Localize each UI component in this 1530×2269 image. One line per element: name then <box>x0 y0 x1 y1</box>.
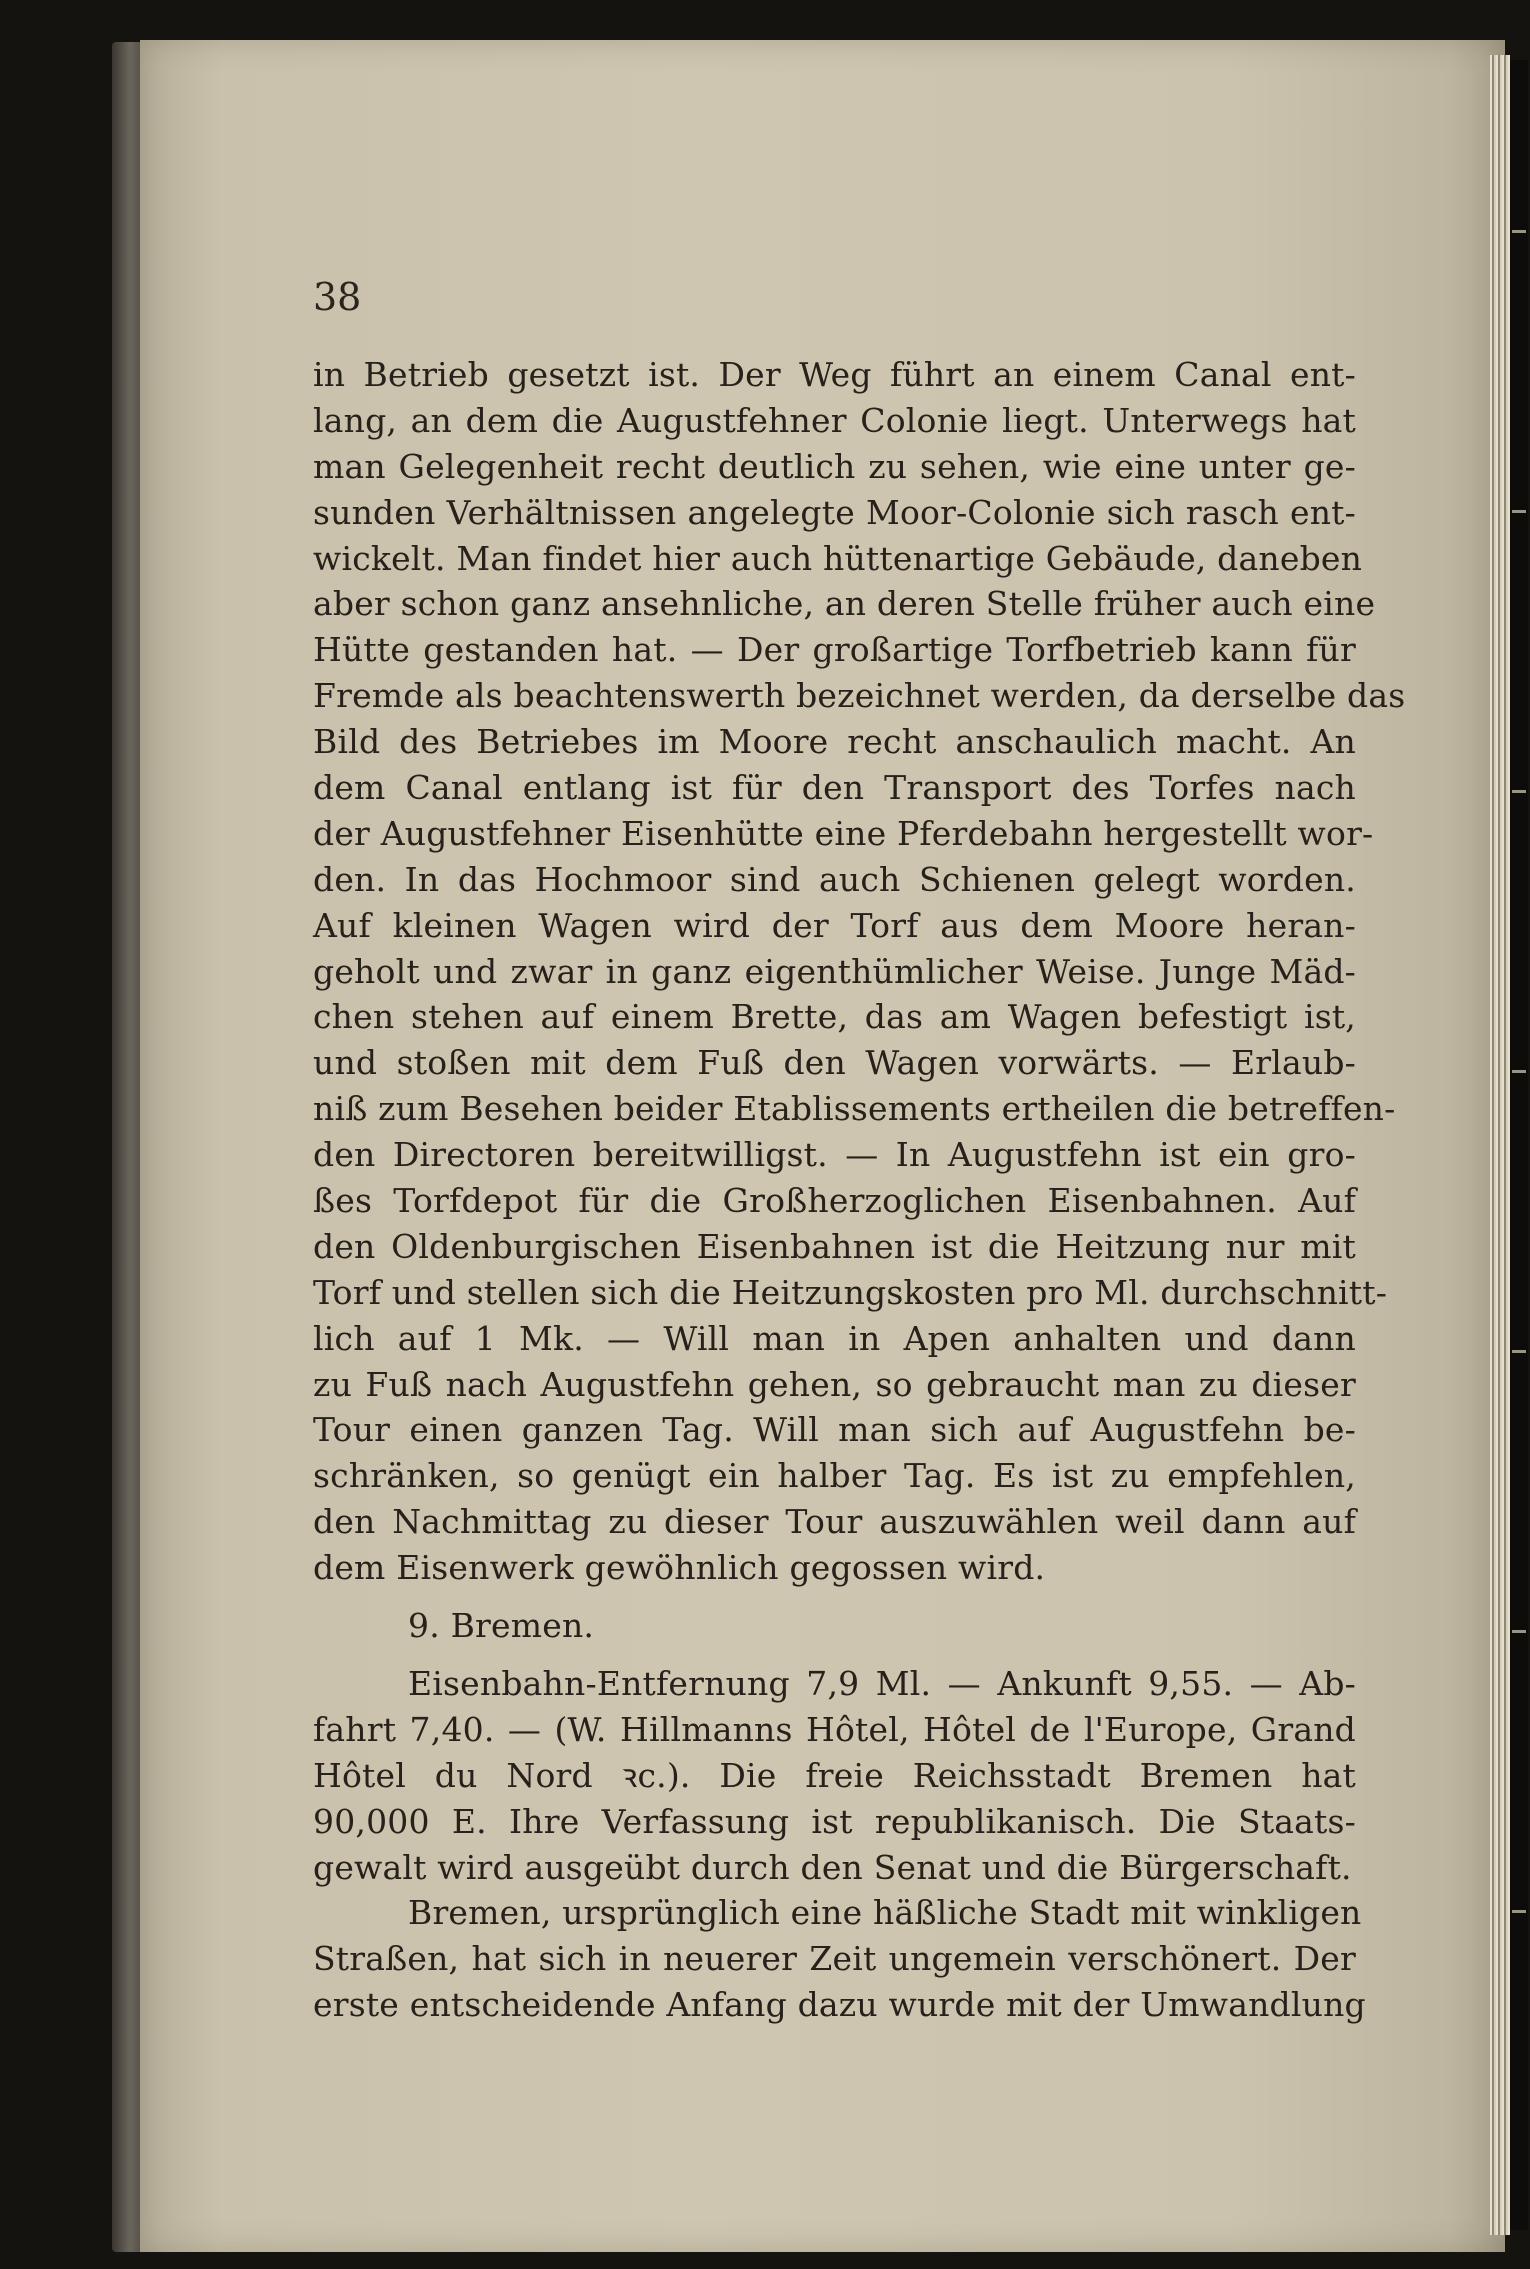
scale-tick <box>1512 790 1526 793</box>
text-line: den Oldenburgischen Eisenbahnen ist die Heitzung nur mit <box>313 1226 1356 1266</box>
scale-tick <box>1512 1910 1526 1913</box>
page-number: 38 <box>313 275 362 319</box>
page-body-text <box>313 352 1406 2028</box>
text-line: wickelt. Man findet hier auch hüttenartige Gebäude, daneben <box>313 538 1363 578</box>
paragraph-bremen-city <box>313 1890 1366 2028</box>
text-line: geholt und zwar in ganz eigenthümlicher Weise. Junge Mäd- <box>313 951 1356 991</box>
text-line: Eisenbahn-Entfernung 7,9 Ml. — Ankunft 9,55. — Ab- <box>408 1663 1356 1703</box>
text-line: Hütte gestanden hat. — Der großartige Torfbetrieb kann für <box>313 630 1356 670</box>
text-line: gewalt wird ausgeübt durch den Senat und die Bürgerschaft. <box>313 1847 1352 1887</box>
text-line: und stoßen mit dem Fuß den Wagen vorwärts. — Erlaub- <box>313 1043 1356 1083</box>
text-line: den Directoren bereitwilligst. — In Augustfehn ist ein gro- <box>313 1135 1356 1175</box>
text-line: ßes Torfdepot für die Großherzoglichen Eisenbahnen. Auf <box>313 1181 1356 1221</box>
text-line: sunden Verhältnissen angelegte Moor-Colonie sich rasch ent- <box>313 492 1356 532</box>
text-line: Straßen, hat sich in neuerer Zeit ungemein verschönert. Der <box>313 1939 1356 1979</box>
text-line: zu Fuß nach Augustfehn gehen, so gebraucht man zu dieser <box>313 1364 1356 1404</box>
scale-tick <box>1512 1070 1526 1073</box>
text-line: man Gelegenheit recht deutlich zu sehen, wie eine unter ge- <box>313 446 1356 486</box>
paragraph-bremen-travel <box>313 1661 1356 1890</box>
text-line: lang, an dem die Augustfehner Colonie liegt. Unterwegs hat <box>313 400 1356 440</box>
text-line: fahrt 7,40. — (W. Hillmanns Hôtel, Hôtel de l'Europe, Grand <box>313 1709 1356 1749</box>
text-line: Auf kleinen Wagen wird der Torf aus dem Moore heran- <box>313 905 1356 945</box>
text-line: Hôtel du Nord ꝛc.). Die freie Reichsstadt Bremen hat <box>313 1755 1356 1795</box>
paragraph-augustfehn <box>313 352 1406 1591</box>
text-line: in Betrieb gesetzt ist. Der Weg führt an einem Canal ent- <box>313 355 1356 394</box>
page-stack-edge <box>1490 55 1510 2235</box>
scale-tick <box>1512 1630 1526 1633</box>
text-line: Fremde als beachtenswerth bezeichnet werden, da derselbe das <box>313 676 1406 716</box>
text-line: chen stehen auf einem Brette, das am Wagen befestigt ist, <box>313 997 1356 1037</box>
text-line: erste entscheidende Anfang dazu wurde mit der Umwandlung <box>313 1985 1366 2025</box>
text-line: schränken, so genügt ein halber Tag. Es ist zu empfehlen, <box>313 1456 1356 1496</box>
measurement-scale-bar <box>1510 60 1528 2230</box>
scale-tick <box>1512 230 1526 233</box>
text-line: Torf und stellen sich die Heitzungskosten pro Ml. durchschnitt- <box>313 1272 1388 1312</box>
text-line: Bild des Betriebes im Moore recht anschaulich macht. An <box>313 722 1356 762</box>
section-heading: 9. Bremen. <box>408 1606 595 1646</box>
text-line: den. In das Hochmoor sind auch Schienen gelegt worden. <box>313 859 1356 899</box>
text-line: den Nachmittag zu dieser Tour auszuwählen weil dann auf <box>313 1502 1356 1542</box>
text-line: aber schon ganz ansehnliche, an deren Stelle früher auch eine <box>313 584 1376 624</box>
scale-tick <box>1512 1350 1526 1353</box>
text-line: 90,000 E. Ihre Verfassung ist republikanisch. Die Staats- <box>313 1801 1356 1841</box>
text-line: dem Canal entlang ist für den Transport des Torfes nach <box>313 768 1356 808</box>
text-line: dem Eisenwerk gewöhnlich gegossen wird. <box>313 1548 1046 1588</box>
text-line: der Augustfehner Eisenhütte eine Pferdebahn hergestellt wor- <box>313 813 1374 853</box>
text-line: Bremen, ursprünglich eine häßliche Stadt mit winkligen <box>408 1893 1362 1933</box>
text-line: lich auf 1 Mk. — Will man in Apen anhalten und dann <box>313 1318 1356 1358</box>
text-line: niß zum Besehen beider Etablissements ertheilen die betreffen- <box>313 1089 1396 1129</box>
text-line: Tour einen ganzen Tag. Will man sich auf Augustfehn be- <box>313 1410 1356 1450</box>
scale-tick <box>1512 510 1526 513</box>
